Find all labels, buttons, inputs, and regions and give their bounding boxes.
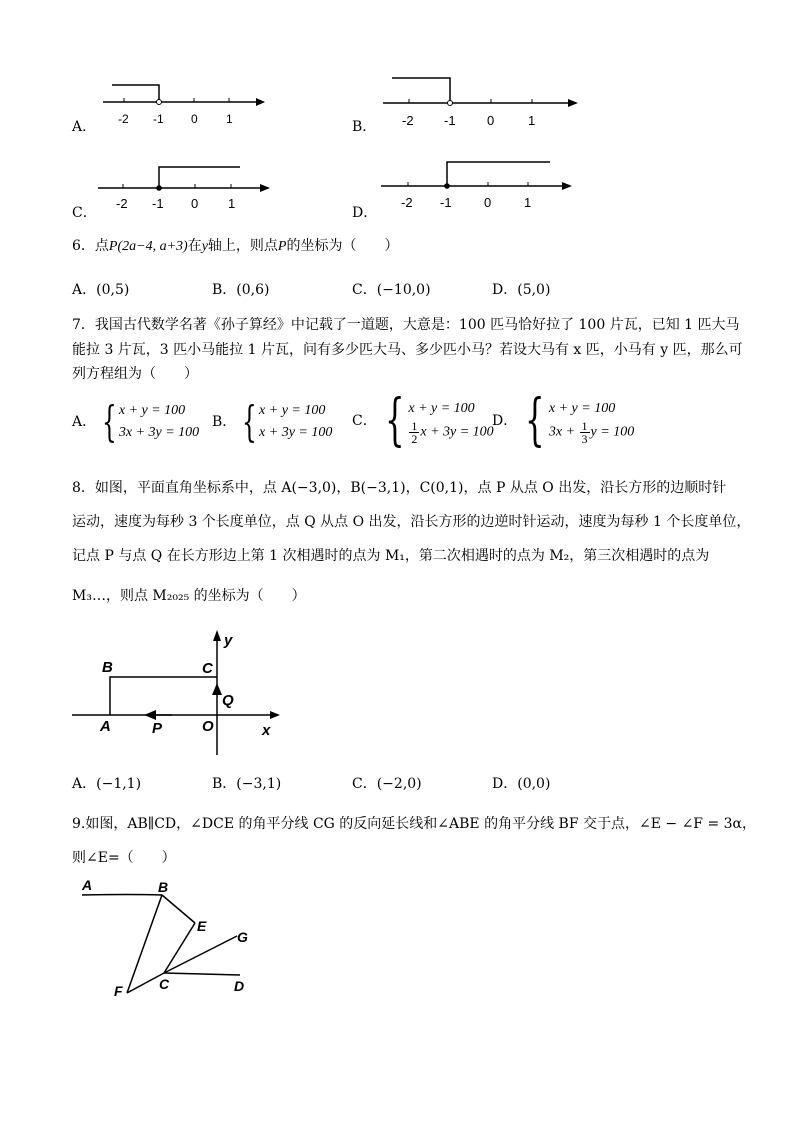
label-e: E (197, 918, 207, 934)
q8-option-d[interactable]: D．(0,0) (492, 776, 551, 792)
numberline-label-a: A． (72, 119, 97, 135)
q9-figure (72, 875, 272, 1005)
q7-stem-line3: 列方程组为（ ） (72, 366, 198, 382)
q8-option-b[interactable]: B．(−3,1) (212, 776, 282, 792)
numberline-b (380, 73, 585, 131)
tick-0: 0 (487, 113, 495, 128)
q8-option-a[interactable]: A．(−1,1) (72, 776, 142, 792)
label-p: P (152, 720, 163, 737)
label-q: Q (222, 692, 234, 709)
tick-neg2: -2 (118, 112, 129, 126)
q6-option-d[interactable]: D．(5,0) (492, 282, 551, 298)
tick-1: 1 (524, 195, 532, 210)
label-a: A (82, 877, 93, 893)
label-o: O (202, 718, 214, 735)
label-c: C (159, 976, 170, 992)
label-y: y (224, 632, 233, 649)
numberline-label-d: D． (352, 205, 378, 221)
tick-neg1: -1 (444, 113, 456, 128)
q8-stem-line3: 记点 P 与点 Q 在长方形边上第 1 次相遇时的点为 M₁，第二次相遇时的点为 M₂，第三次相遇时的点为 (72, 548, 710, 564)
q9-stem-line1: 9.如图，AB∥CD，∠DCE 的角平分线 CG 的反向延长线和∠ABE 的角平分线 BF 交于点，∠E − ∠F = 3α， (72, 816, 757, 832)
tick-neg1: -1 (440, 195, 452, 210)
label-a: A (100, 718, 111, 735)
label-x: x (262, 722, 271, 739)
tick-0: 0 (484, 195, 492, 210)
tick-neg2: -2 (402, 113, 414, 128)
q8-option-c[interactable]: C．(−2,0) (352, 776, 422, 792)
q9-stem-line2: 则∠E=（ ） (72, 850, 176, 866)
q7-option-d[interactable]: D． { x + y = 100 3x + $\frac{1}{3}$ y = 100 (492, 388, 635, 453)
q8-figure (72, 625, 292, 760)
q6-stem: 6．点P(2a−4, a+3)在y轴上，则点P的坐标为（ ） (72, 238, 399, 254)
numberline-c (95, 160, 275, 215)
tick-neg2: -2 (116, 196, 128, 211)
tick-neg2: -2 (401, 195, 413, 210)
q7-option-c[interactable]: C． { x + y = 100 $\frac{1}{2}$ x + 3y = 100 (352, 388, 494, 453)
tick-neg1: -1 (152, 196, 164, 211)
q7-option-b[interactable]: B． { x + y = 100 x + 3y = 100 (212, 397, 333, 446)
q6-option-b[interactable]: B．(0,6) (212, 282, 270, 298)
tick-neg1: -1 (153, 112, 164, 126)
label-d: D (234, 978, 245, 994)
label-b: B (158, 879, 169, 895)
label-c: C (202, 660, 213, 677)
label-f: F (114, 983, 123, 999)
q8-stem-line1: 8．如图，平面直角坐标系中，点 A(−3,0)，B(−3,1)，C(0,1)，点 P 从点 O 出发，沿长方形的边顺时针 (72, 480, 727, 496)
numberline-a (100, 80, 270, 130)
tick-0: 0 (191, 196, 199, 211)
numberline-label-c: C． (72, 205, 97, 221)
tick-1: 1 (528, 113, 536, 128)
q7-option-a[interactable]: A． { x + y = 100 3x + 3y = 100 (72, 397, 200, 446)
tick-0: 0 (191, 112, 198, 126)
q6-option-a[interactable]: A．(0,5) (72, 282, 130, 298)
q8-stem-line4: M₃…，则点 M₂₀₂₅ 的坐标为（ ） (72, 588, 306, 604)
numberline-d (378, 156, 578, 214)
tick-1: 1 (228, 196, 236, 211)
q8-stem-line2: 运动，速度为每秒 3 个长度单位，点 Q 从点 O 出发，沿长方形的边逆时针运动，速度为每秒 1 个长度单位， (72, 514, 751, 530)
numberline-label-b: B． (352, 119, 377, 135)
q7-stem-line1: 7．我国古代数学名著《孙子算经》中记载了一道题，大意是：100 匹马恰好拉了 100 片瓦，已知 1 匹大马 (72, 317, 740, 333)
tick-1: 1 (226, 112, 233, 126)
label-g: G (237, 929, 248, 945)
label-b: B (102, 659, 113, 676)
q7-stem-line2: 能拉 3 片瓦，3 匹小马能拉 1 片瓦，问有多少匹大马、多少匹小马？若设大马有 x 匹，小马有 y 匹，那么可 (72, 342, 743, 358)
q6-option-c[interactable]: C．(−10,0) (352, 282, 431, 298)
